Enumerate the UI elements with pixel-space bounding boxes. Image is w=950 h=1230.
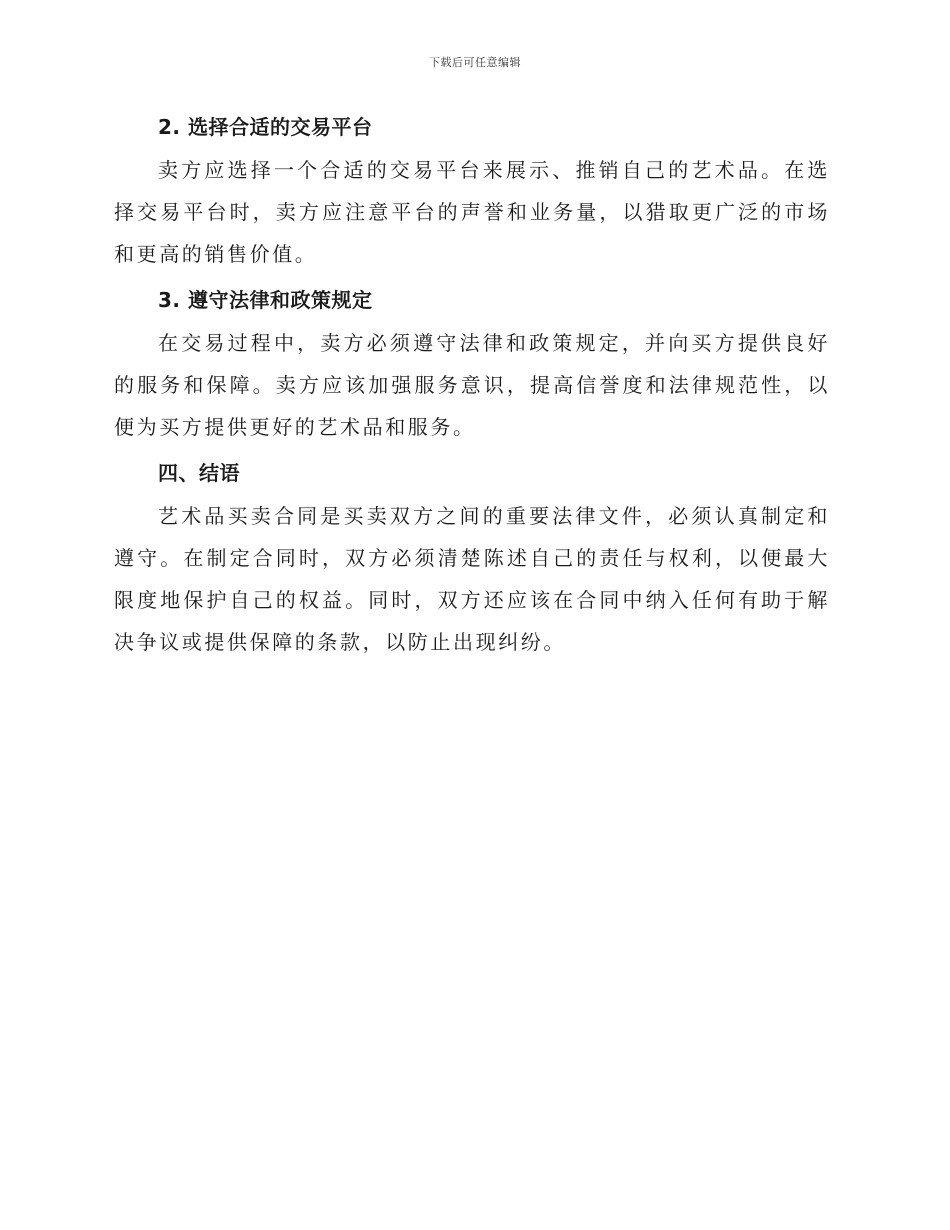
section-heading-platform: 2. 选择合适的交易平台 <box>158 115 373 139</box>
page-header: 下载后可任意编辑 <box>429 56 521 69</box>
section-heading-conclusion: 四、结语 <box>158 461 240 485</box>
section-heading-law: 3. 遵守法律和政策规定 <box>158 288 373 312</box>
section-paragraph-platform: 卖方应选择一个合适的交易平台来展示、推销自己的艺术品。在选择交易平台时，卖方应注意平台的声誉和业务量，以猎取更广泛的市场和更高的销售价值。 <box>114 158 830 266</box>
document-body <box>114 112 830 663</box>
section-paragraph-conclusion: 艺术品买卖合同是买卖双方之间的重要法律文件，必须认真制定和遵守。在制定合同时，双方必须清楚陈述自己的责任与权利，以便最大限度地保护自己的权益。同时，双方还应该在合同中纳入任何有助于解决争议或提供保障的条款，以防止出现纠纷。 <box>114 504 830 654</box>
section-paragraph-law: 在交易过程中，卖方必须遵守法律和政策规定，并向买方提供良好的服务和保障。卖方应该加强服务意识，提高信誉度和法律规范性，以便为买方提供更好的艺术品和服务。 <box>114 331 830 439</box>
